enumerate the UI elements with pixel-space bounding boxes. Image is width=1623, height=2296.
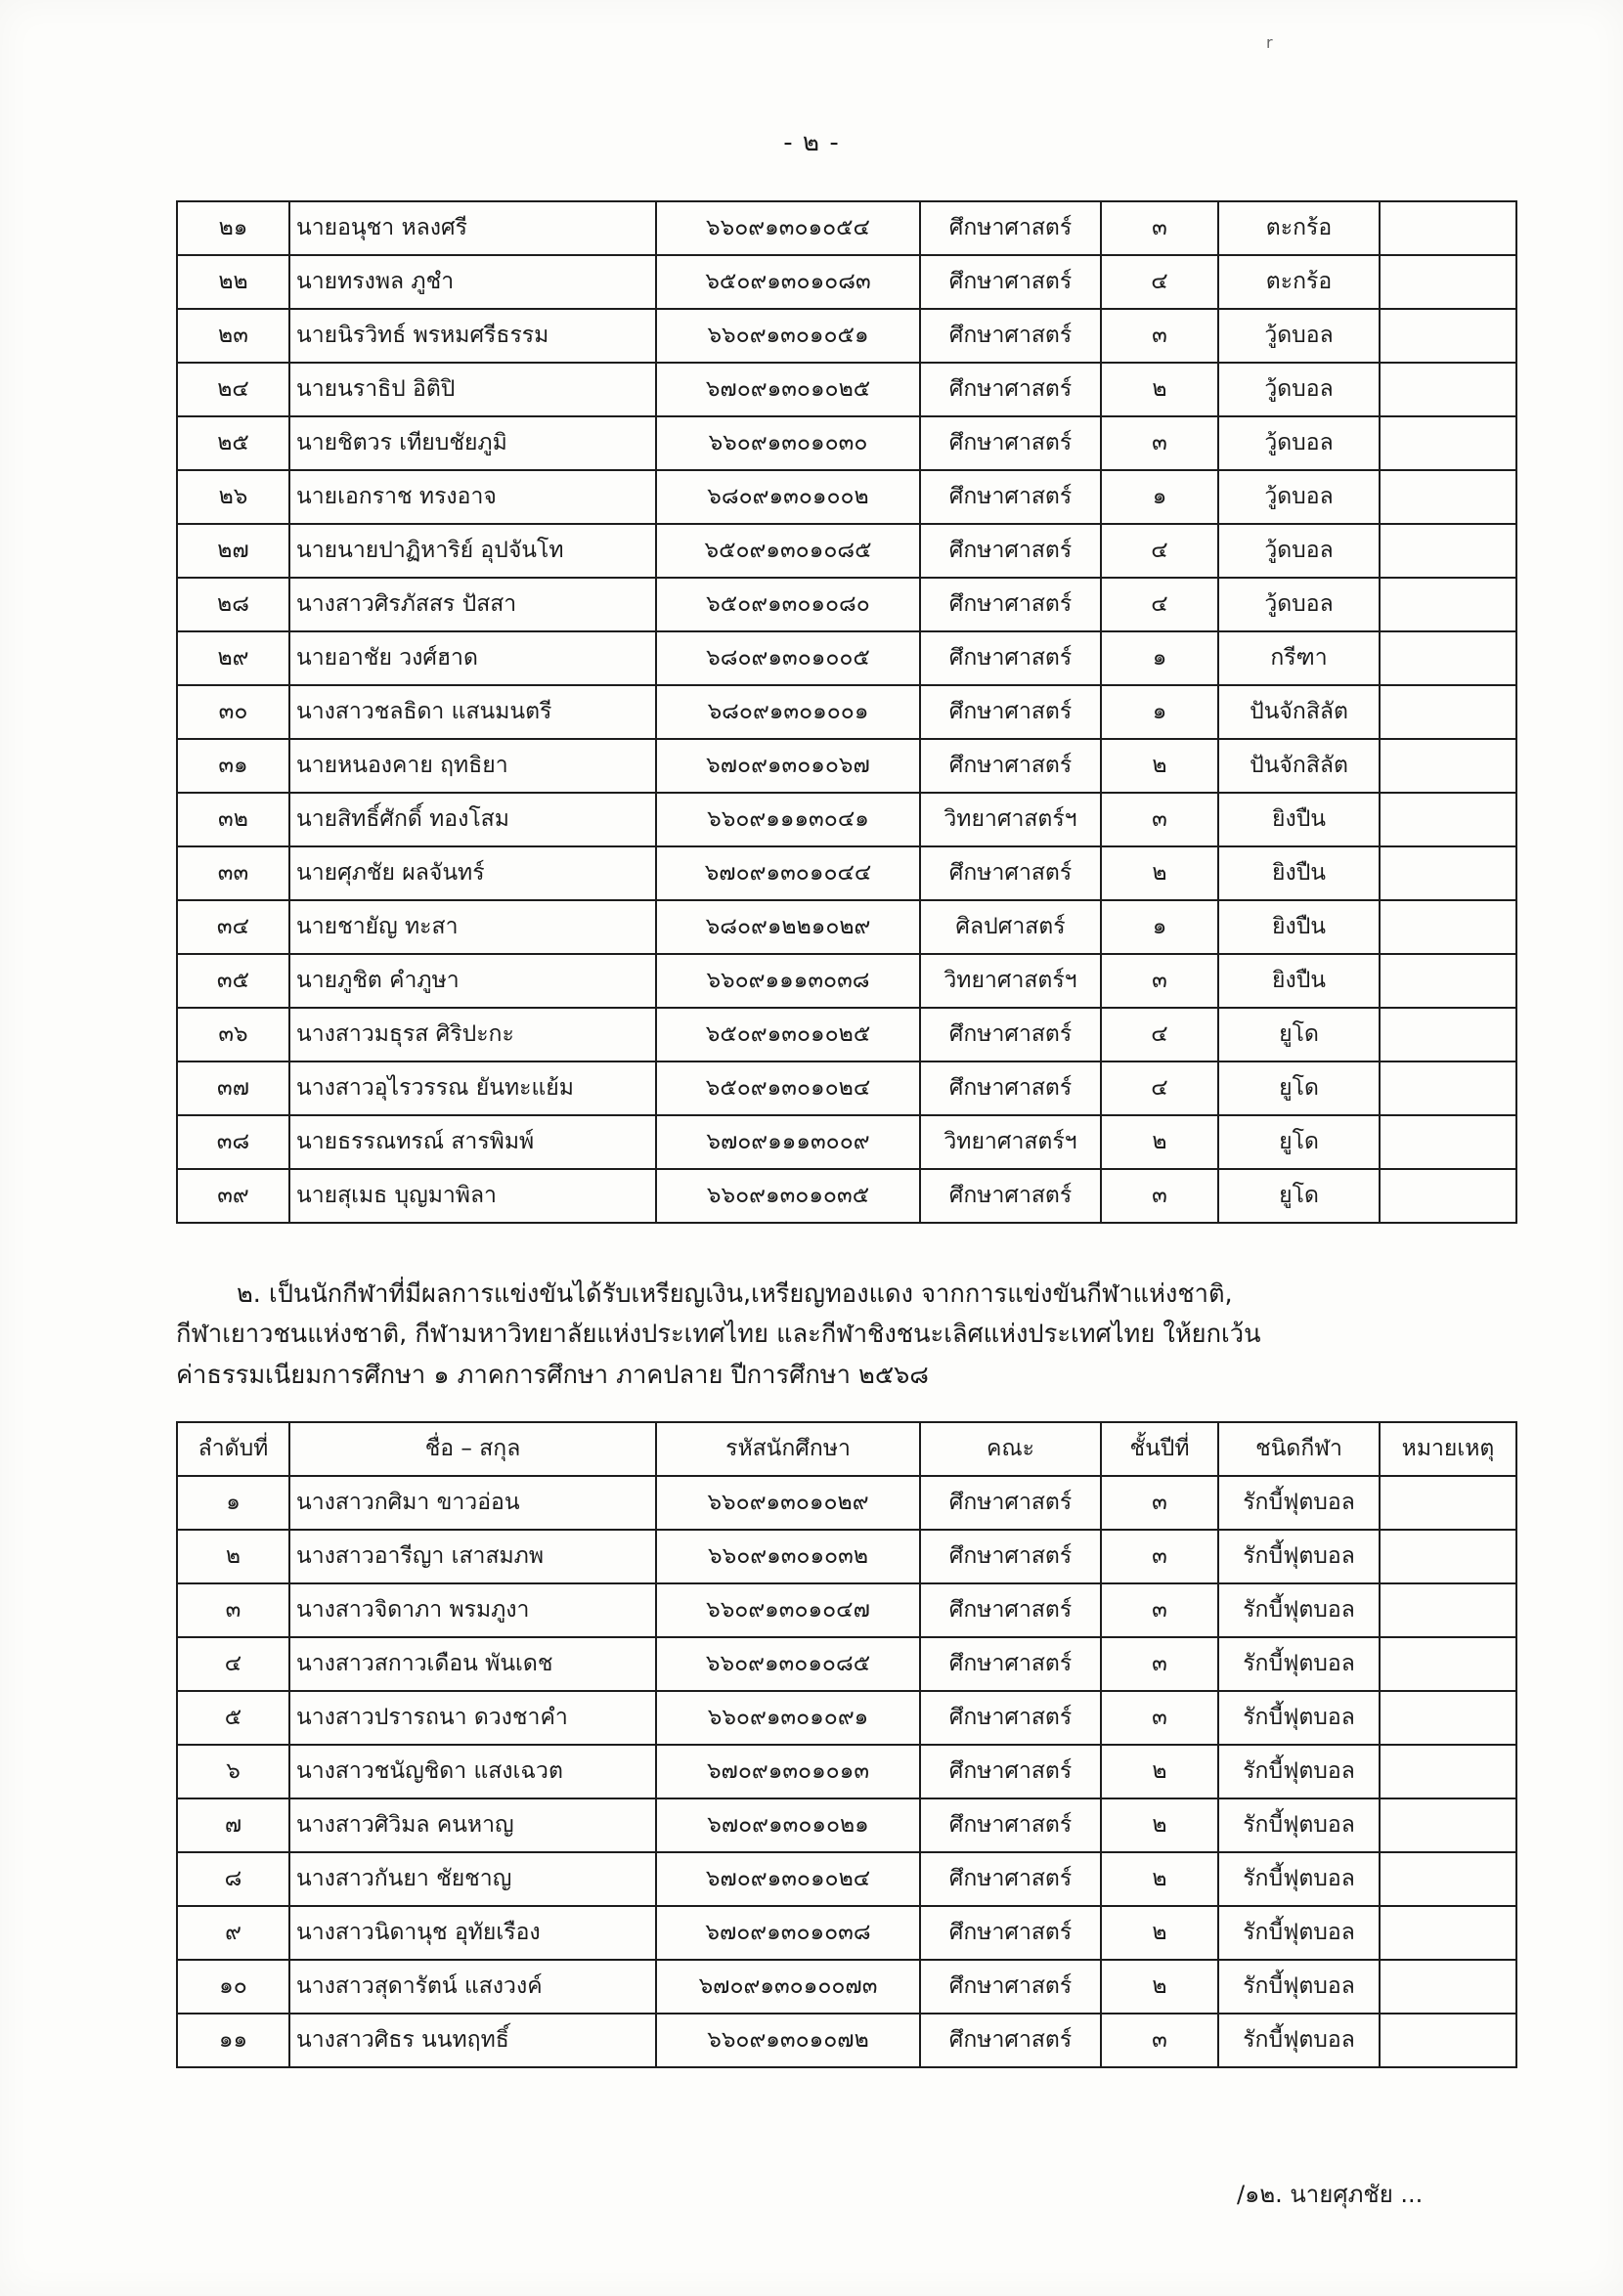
table-cell: ๓๕	[177, 954, 289, 1008]
table-cell: ๖๖๐๙๑๓๐๑๐๗๒	[656, 2014, 920, 2067]
table-cell: รักบี้ฟุตบอล	[1218, 1583, 1380, 1637]
table-cell: วิทยาศาสตร์ฯ	[920, 1115, 1101, 1169]
table-row	[177, 416, 1516, 470]
table-cell: ๖๕๐๙๑๓๐๑๐๘๓	[656, 255, 920, 309]
table-row	[177, 1008, 1516, 1061]
table-row	[177, 900, 1516, 954]
table-column-header: คณะ	[920, 1422, 1101, 1476]
table-cell: ศึกษาศาสตร์	[920, 1637, 1101, 1691]
table-cell: ศึกษาศาสตร์	[920, 846, 1101, 900]
table-cell	[1380, 363, 1516, 416]
table-cell: ๓	[1101, 2014, 1218, 2067]
table-cell: ๔	[1101, 524, 1218, 578]
table-cell: ๑๑	[177, 2014, 289, 2067]
table-cell: ศึกษาศาสตร์	[920, 416, 1101, 470]
table-cell: นายภูชิต คำภูษา	[289, 954, 656, 1008]
table-cell: รักบี้ฟุตบอล	[1218, 1852, 1380, 1906]
table-cell: ๑	[1101, 470, 1218, 524]
table-cell: นางสาวชลธิดา แสนมนตรี	[289, 685, 656, 739]
table-cell: ๓	[1101, 1476, 1218, 1530]
table-cell: ๓	[177, 1583, 289, 1637]
table-cell: ๒๖	[177, 470, 289, 524]
table-cell: ยูโด	[1218, 1008, 1380, 1061]
table-cell: ๔	[177, 1637, 289, 1691]
table-cell: ๖๖๐๙๑๓๐๑๐๓๐	[656, 416, 920, 470]
table-cell: ๖๗๐๙๑๓๐๑๐๔๔	[656, 846, 920, 900]
table-row	[177, 1530, 1516, 1583]
table-cell: ๖๖๐๙๑๓๐๑๐๘๕	[656, 1637, 920, 1691]
table-cell: ศึกษาศาสตร์	[920, 1906, 1101, 1960]
table-cell: นายนายปาฏิหาริย์ อุปจันโท	[289, 524, 656, 578]
table-cell: ๖๖๐๙๑๓๐๑๐๙๑	[656, 1691, 920, 1745]
table-cell: ศึกษาศาสตร์	[920, 1745, 1101, 1798]
table-cell: วู้ดบอล	[1218, 578, 1380, 631]
table-cell: ศึกษาศาสตร์	[920, 1960, 1101, 2014]
table-cell: ยิงปืน	[1218, 793, 1380, 846]
table-cell: ๒๘	[177, 578, 289, 631]
table-cell: นายสุเมธ บุญมาพิลา	[289, 1169, 656, 1223]
table-cell: ศึกษาศาสตร์	[920, 1008, 1101, 1061]
table-cell	[1380, 954, 1516, 1008]
athlete-table-continued	[176, 200, 1517, 1224]
table-cell: ๑๐	[177, 1960, 289, 2014]
table-cell: ๓	[1101, 1691, 1218, 1745]
table-cell: ๓	[1101, 1583, 1218, 1637]
table-cell: ๓	[1101, 1530, 1218, 1583]
table-cell	[1380, 1061, 1516, 1115]
table-cell: รักบี้ฟุตบอล	[1218, 1798, 1380, 1852]
table-cell	[1380, 685, 1516, 739]
table-cell: นางสาวนิดานุช อุทัยเรือง	[289, 1906, 656, 1960]
table-cell	[1380, 1637, 1516, 1691]
table-cell: ๖๗๐๙๑๓๐๑๐๐๗๓	[656, 1960, 920, 2014]
table-cell: ๗	[177, 1798, 289, 1852]
table-cell: นางสาวสกาวเดือน พันเดช	[289, 1637, 656, 1691]
table-cell: รักบี้ฟุตบอล	[1218, 1691, 1380, 1745]
table-cell: รักบี้ฟุตบอล	[1218, 1637, 1380, 1691]
table-cell: ๒	[1101, 1745, 1218, 1798]
table-cell: ๖๘๐๙๑๓๐๑๐๐๑	[656, 685, 920, 739]
table-cell: ปันจักสิลัต	[1218, 739, 1380, 793]
table-cell: รักบี้ฟุตบอล	[1218, 1476, 1380, 1530]
table-cell: นางสาวสุดารัตน์ แสงวงค์	[289, 1960, 656, 2014]
table-cell	[1380, 793, 1516, 846]
table-cell: ยูโด	[1218, 1115, 1380, 1169]
table-cell: ศึกษาศาสตร์	[920, 1583, 1101, 1637]
table-cell: ๑	[177, 1476, 289, 1530]
table-cell	[1380, 255, 1516, 309]
table-cell: ๖๖๐๙๑๓๐๑๐๔๗	[656, 1583, 920, 1637]
table-cell: ตะกร้อ	[1218, 255, 1380, 309]
table-cell: ๒	[177, 1530, 289, 1583]
table-cell: รักบี้ฟุตบอล	[1218, 2014, 1380, 2067]
table-cell: ศึกษาศาสตร์	[920, 685, 1101, 739]
table-cell: ๔	[1101, 578, 1218, 631]
table-cell: ๖๖๐๙๑๓๐๑๐๓๒	[656, 1530, 920, 1583]
table-cell: ๓	[1101, 309, 1218, 363]
table-column-header: ชื่อ – สกุล	[289, 1422, 656, 1476]
table-cell: วู้ดบอล	[1218, 524, 1380, 578]
table-cell: นายชิตวร เทียบชัยภูมิ	[289, 416, 656, 470]
paragraph-line-2: กีฬาเยาวชนแห่งชาติ, กีฬามหาวิทยาลัยแห่งประเทศไทย และกีฬาชิงชนะเลิศแห่งประเทศไทย ให้ยกเว้น	[176, 1320, 1261, 1350]
table-column-header: รหัสนักศึกษา	[656, 1422, 920, 1476]
table-cell: ๖๖๐๙๑๓๐๑๐๕๑	[656, 309, 920, 363]
table-cell	[1380, 470, 1516, 524]
table-cell: นายนราธิป อิติปิ	[289, 363, 656, 416]
table-cell: นางสาวกันยา ชัยชาญ	[289, 1852, 656, 1906]
table-row	[177, 1906, 1516, 1960]
table-cell	[1380, 739, 1516, 793]
table-cell: ๓๗	[177, 1061, 289, 1115]
table-cell	[1380, 900, 1516, 954]
table-cell	[1380, 1476, 1516, 1530]
table-cell: วิทยาศาสตร์ฯ	[920, 954, 1101, 1008]
table-body-1	[177, 201, 1516, 1223]
table-cell: ศึกษาศาสตร์	[920, 1476, 1101, 1530]
table-cell: ๓๘	[177, 1115, 289, 1169]
table-row	[177, 1061, 1516, 1115]
table-column-header: ชนิดกีฬา	[1218, 1422, 1380, 1476]
paragraph-line-3: ค่าธรรมเนียมการศึกษา ๑ ภาคการศึกษา ภาคปลาย ปีการศึกษา ๒๕๖๘	[176, 1360, 929, 1390]
table-row	[177, 793, 1516, 846]
table-header-row	[177, 1422, 1516, 1476]
table-cell: ๖๕๐๙๑๓๐๑๐๒๕	[656, 1008, 920, 1061]
table-cell: ๖๕๐๙๑๓๐๑๐๘๐	[656, 578, 920, 631]
footer-continuation-note: /๑๒. นายศุภชัย ...	[1237, 2181, 1424, 2208]
table-cell: ๒	[1101, 1960, 1218, 2014]
table-row	[177, 1637, 1516, 1691]
table-cell: ๓๑	[177, 739, 289, 793]
table-cell: ๙	[177, 1906, 289, 1960]
table-cell: ๒๑	[177, 201, 289, 255]
table-row	[177, 739, 1516, 793]
table-cell	[1380, 631, 1516, 685]
table-cell: ๒๙	[177, 631, 289, 685]
table-cell: ๖๖๐๙๑๑๑๓๐๔๑	[656, 793, 920, 846]
table-cell: ๖๗๐๙๑๓๐๑๐๒๔	[656, 1852, 920, 1906]
table-cell: ศึกษาศาสตร์	[920, 578, 1101, 631]
table-cell: นางสาวปรารถนา ดวงชาคำ	[289, 1691, 656, 1745]
scan-corner-mark: r	[1266, 33, 1273, 52]
table-cell: นางสาวอารีญา เสาสมภพ	[289, 1530, 656, 1583]
table-cell: ศึกษาศาสตร์	[920, 1169, 1101, 1223]
table-row	[177, 1169, 1516, 1223]
table-cell: นายเอกราช ทรงอาจ	[289, 470, 656, 524]
table-cell: ๔	[1101, 255, 1218, 309]
table-cell: นางสาวชนัญชิดา แสงเฉวต	[289, 1745, 656, 1798]
page-number: - ๒ -	[783, 128, 840, 157]
table-cell: วู้ดบอล	[1218, 309, 1380, 363]
table-cell	[1380, 1960, 1516, 2014]
table-cell: วู้ดบอล	[1218, 363, 1380, 416]
table-column-header: ลำดับที่	[177, 1422, 289, 1476]
table-cell	[1380, 1115, 1516, 1169]
table-cell: นางสาวศิรภัสสร ปัสสา	[289, 578, 656, 631]
table-cell	[1380, 309, 1516, 363]
table-cell: ๖๘๐๙๑๓๐๑๐๐๒	[656, 470, 920, 524]
table-cell: ศึกษาศาสตร์	[920, 201, 1101, 255]
table-cell: นายหนองคาย ฤทธิยา	[289, 739, 656, 793]
table-cell: นายสิทธิ์ศักดิ์ ทองโสม	[289, 793, 656, 846]
table-cell	[1380, 1906, 1516, 1960]
table-cell: ๖๖๐๙๑๑๑๓๐๓๘	[656, 954, 920, 1008]
table-cell: ศึกษาศาสตร์	[920, 1061, 1101, 1115]
table-cell: ศึกษาศาสตร์	[920, 2014, 1101, 2067]
table-cell	[1380, 1169, 1516, 1223]
table-row	[177, 201, 1516, 255]
table-cell: นายศุภชัย ผลจันทร์	[289, 846, 656, 900]
table-row	[177, 846, 1516, 900]
table-cell: ๓	[1101, 954, 1218, 1008]
table-column-header: หมายเหตุ	[1380, 1422, 1516, 1476]
table-cell: ๖๗๐๙๑๓๐๑๐๒๕	[656, 363, 920, 416]
table-cell	[1380, 578, 1516, 631]
table-row	[177, 1115, 1516, 1169]
table-cell: ๖๗๐๙๑๓๐๑๐๓๘	[656, 1906, 920, 1960]
table-row	[177, 1798, 1516, 1852]
table-row	[177, 631, 1516, 685]
table-cell: ยิงปืน	[1218, 846, 1380, 900]
table-cell: ๖๖๐๙๑๓๐๑๐๕๔	[656, 201, 920, 255]
table-cell: ๒	[1101, 739, 1218, 793]
table-cell: ๖๗๐๙๑๓๐๑๐๑๓	[656, 1745, 920, 1798]
table-cell: ศึกษาศาสตร์	[920, 1530, 1101, 1583]
table-row	[177, 685, 1516, 739]
table-cell: ๔	[1101, 1061, 1218, 1115]
table-cell: ๓๓	[177, 846, 289, 900]
table-cell: รักบี้ฟุตบอล	[1218, 1960, 1380, 2014]
table-cell: ๒	[1101, 1115, 1218, 1169]
table-row	[177, 524, 1516, 578]
table-cell	[1380, 2014, 1516, 2067]
table-cell	[1380, 1745, 1516, 1798]
table-cell	[1380, 1691, 1516, 1745]
table-cell: ๒๕	[177, 416, 289, 470]
table-cell: ๒๓	[177, 309, 289, 363]
table-row	[177, 1691, 1516, 1745]
table-cell: ๒๒	[177, 255, 289, 309]
table-cell: ๖๗๐๙๑๑๑๓๐๐๙	[656, 1115, 920, 1169]
table-cell: ๕	[177, 1691, 289, 1745]
table-cell: ๓๐	[177, 685, 289, 739]
table-cell: ยิงปืน	[1218, 900, 1380, 954]
table-cell	[1380, 1798, 1516, 1852]
table-cell: ๓	[1101, 1637, 1218, 1691]
table-cell: ศึกษาศาสตร์	[920, 631, 1101, 685]
table-cell: ศึกษาศาสตร์	[920, 524, 1101, 578]
table-cell: ๒๗	[177, 524, 289, 578]
table-row	[177, 578, 1516, 631]
table-cell: ศึกษาศาสตร์	[920, 363, 1101, 416]
table-cell: ๖๘๐๙๑๓๐๑๐๐๕	[656, 631, 920, 685]
table-cell	[1380, 201, 1516, 255]
table-row	[177, 363, 1516, 416]
table-row	[177, 2014, 1516, 2067]
table-row	[177, 309, 1516, 363]
table-row	[177, 1852, 1516, 1906]
table-cell: ยูโด	[1218, 1061, 1380, 1115]
table-cell: วิทยาศาสตร์ฯ	[920, 793, 1101, 846]
table-cell	[1380, 1583, 1516, 1637]
table-cell: นางสาวศิวิมล คนหาญ	[289, 1798, 656, 1852]
table-row	[177, 1960, 1516, 2014]
table-cell: ๓	[1101, 793, 1218, 846]
table-cell: ตะกร้อ	[1218, 201, 1380, 255]
table-cell: ๒	[1101, 1798, 1218, 1852]
table-cell: ๖๗๐๙๑๓๐๑๐๖๗	[656, 739, 920, 793]
table-cell: กรีฑา	[1218, 631, 1380, 685]
table-cell	[1380, 1008, 1516, 1061]
table-cell: นางสาวมธุรส ศิริปะกะ	[289, 1008, 656, 1061]
table-cell: ศึกษาศาสตร์	[920, 309, 1101, 363]
table-cell	[1380, 524, 1516, 578]
table-cell: ๘	[177, 1852, 289, 1906]
table-cell: ๖๗๐๙๑๓๐๑๐๒๑	[656, 1798, 920, 1852]
table-cell: ๖๕๐๙๑๓๐๑๐๘๕	[656, 524, 920, 578]
table-cell: ๒	[1101, 363, 1218, 416]
table-cell: วู้ดบอล	[1218, 470, 1380, 524]
table-row	[177, 1583, 1516, 1637]
table-cell: ๓๙	[177, 1169, 289, 1223]
document-content	[176, 200, 1495, 2068]
table-cell: นางสาวกศิมา ขาวอ่อน	[289, 1476, 656, 1530]
table-cell	[1380, 846, 1516, 900]
table-cell: ศึกษาศาสตร์	[920, 470, 1101, 524]
table-body-2	[177, 1476, 1516, 2067]
table-cell: ๑	[1101, 900, 1218, 954]
table-cell	[1380, 1530, 1516, 1583]
table-cell: รักบี้ฟุตบอล	[1218, 1745, 1380, 1798]
table-column-header: ชั้นปีที่	[1101, 1422, 1218, 1476]
table-cell: ๓๖	[177, 1008, 289, 1061]
table-cell: ศึกษาศาสตร์	[920, 255, 1101, 309]
table-cell: ๓	[1101, 1169, 1218, 1223]
table-cell: ศึกษาศาสตร์	[920, 1798, 1101, 1852]
table-cell: นางสาวศิธร นนทฤทธิ์	[289, 2014, 656, 2067]
table-cell: ๖๘๐๙๑๒๒๑๐๒๙	[656, 900, 920, 954]
table-cell: ๓	[1101, 201, 1218, 255]
table-row	[177, 954, 1516, 1008]
section-2-paragraph	[176, 1275, 1437, 1396]
table-cell: ศึกษาศาสตร์	[920, 1691, 1101, 1745]
table-cell: ๔	[1101, 1008, 1218, 1061]
table-cell: ๖	[177, 1745, 289, 1798]
table-cell: ๓๒	[177, 793, 289, 846]
table-cell: ๑	[1101, 631, 1218, 685]
table-cell: ๒	[1101, 846, 1218, 900]
table-cell: ๖๖๐๙๑๓๐๑๐๒๙	[656, 1476, 920, 1530]
paragraph-line-1: ๒. เป็นนักกีฬาที่มีผลการแข่งขันได้รับเหรียญเงิน,เหรียญทองแดง จากการแข่งขันกีฬาแห่งชาติ,	[237, 1279, 1233, 1309]
table-row	[177, 470, 1516, 524]
table-cell: นายอนุชา หลงศรี	[289, 201, 656, 255]
table-cell: ศึกษาศาสตร์	[920, 1852, 1101, 1906]
table-cell: ศึกษาศาสตร์	[920, 739, 1101, 793]
table-header-2	[177, 1422, 1516, 1476]
table-cell: ๓	[1101, 416, 1218, 470]
athlete-table-section-2	[176, 1421, 1517, 2068]
table-cell: ๒๔	[177, 363, 289, 416]
table-row	[177, 1476, 1516, 1530]
table-cell: ๒	[1101, 1852, 1218, 1906]
table-cell: ยูโด	[1218, 1169, 1380, 1223]
table-cell: นายอาชัย วงศ์ฮาด	[289, 631, 656, 685]
table-cell: ๖๖๐๙๑๓๐๑๐๓๕	[656, 1169, 920, 1223]
table-cell: รักบี้ฟุตบอล	[1218, 1906, 1380, 1960]
table-cell: วู้ดบอล	[1218, 416, 1380, 470]
table-cell: ๑	[1101, 685, 1218, 739]
table-cell: ศิลปศาสตร์	[920, 900, 1101, 954]
table-cell: ๒	[1101, 1906, 1218, 1960]
table-cell: ๓๔	[177, 900, 289, 954]
table-cell: ๖๕๐๙๑๓๐๑๐๒๔	[656, 1061, 920, 1115]
table-cell: นายธรรณทรณ์ สารพิมพ์	[289, 1115, 656, 1169]
table-cell: นายทรงพล ภูชำ	[289, 255, 656, 309]
table-cell: รักบี้ฟุตบอล	[1218, 1530, 1380, 1583]
table-cell: นางสาวอุไรวรรณ ยันทะแย้ม	[289, 1061, 656, 1115]
table-cell	[1380, 416, 1516, 470]
table-row	[177, 1745, 1516, 1798]
table-row	[177, 255, 1516, 309]
table-cell: ปันจักสิลัต	[1218, 685, 1380, 739]
table-cell	[1380, 1852, 1516, 1906]
table-cell: ยิงปืน	[1218, 954, 1380, 1008]
table-cell: นายนิรวิทธ์ พรหมศรีธรรม	[289, 309, 656, 363]
table-cell: นางสาวจิดาภา พรมภูงา	[289, 1583, 656, 1637]
table-cell: นายชายัญ ทะสา	[289, 900, 656, 954]
